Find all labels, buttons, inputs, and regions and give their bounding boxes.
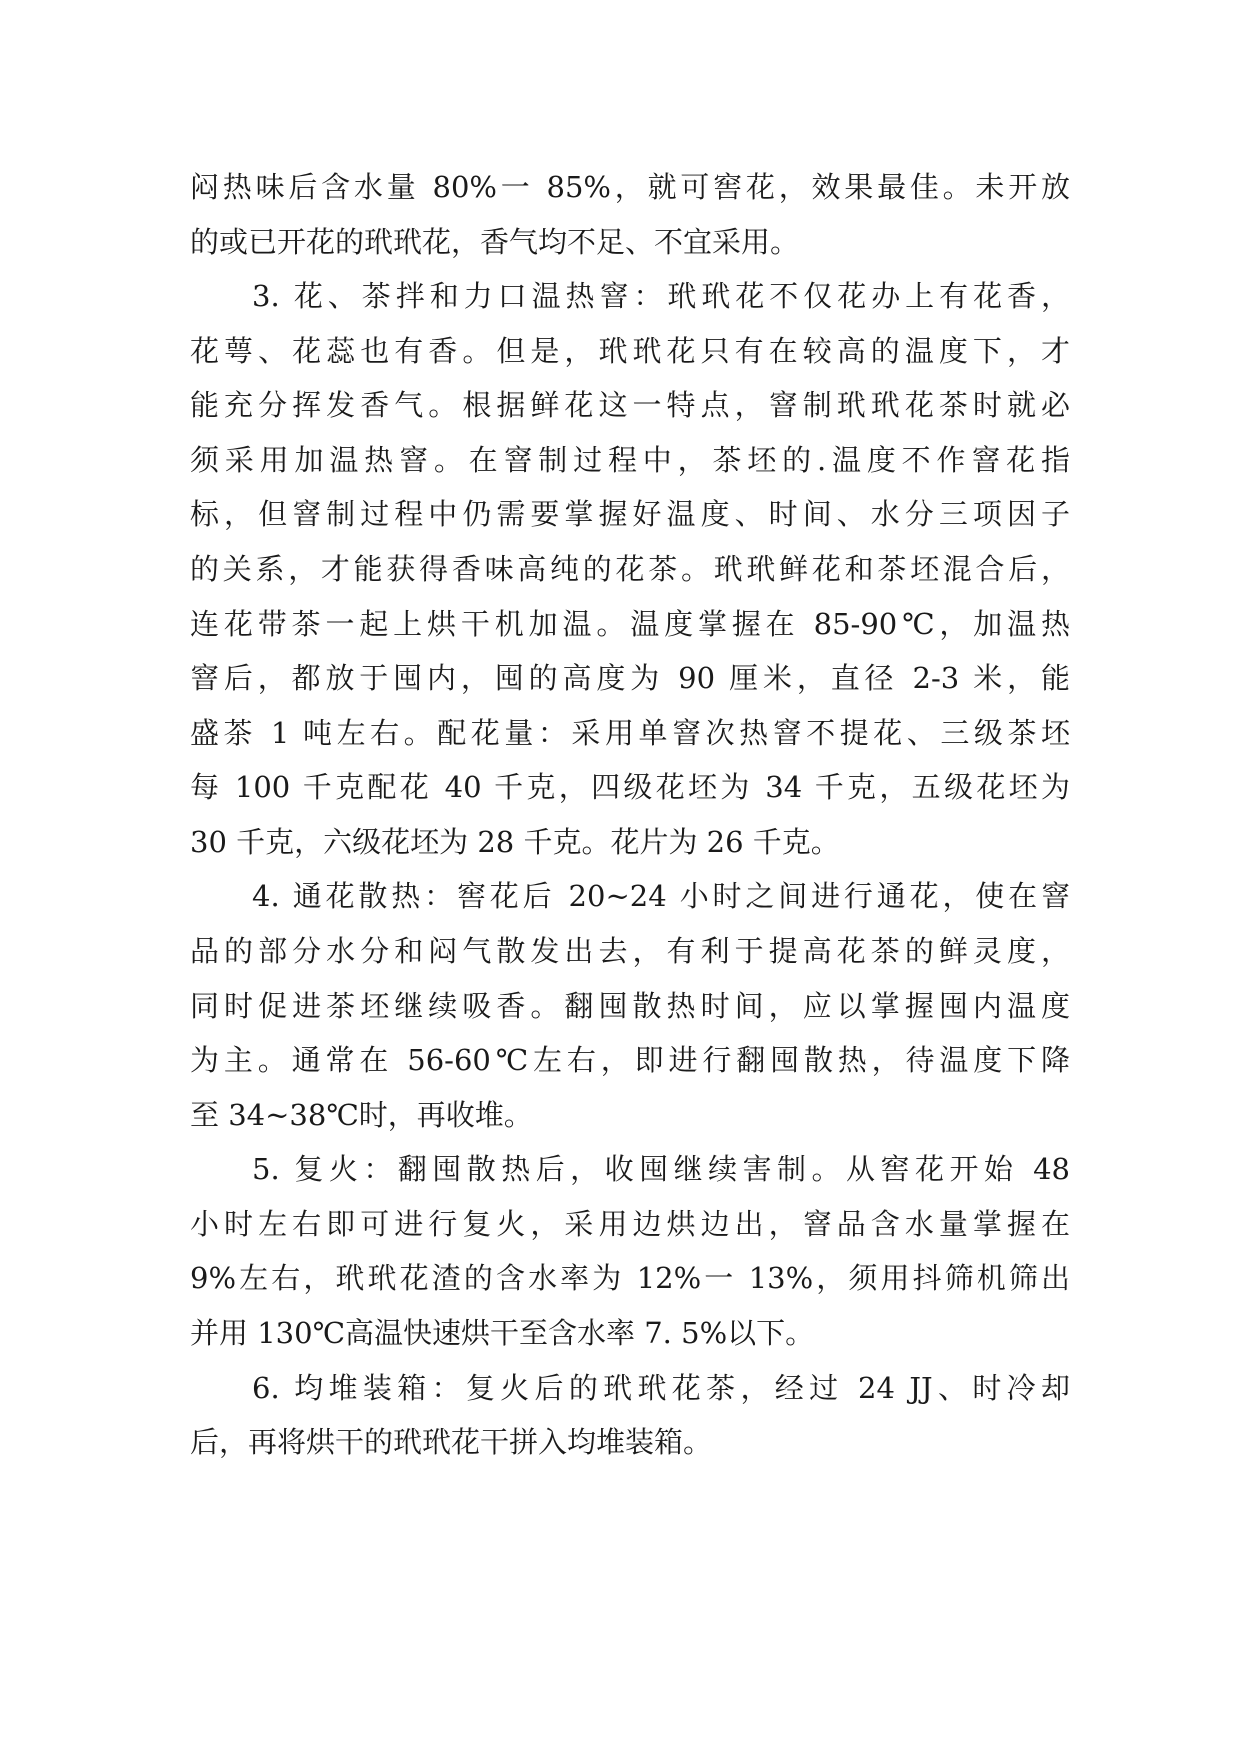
text-line: 标，但窨制过程中仍需要掌握好温度、时间、水分三项因子 (190, 497, 1070, 531)
paragraph-start-line: 5. 复火：翻囤散热后，收囤继续害制。从窖花开始 48 (252, 1152, 1070, 1186)
paragraph-start-line: 4. 通花散热：窖花后 20~24 小时之间进行通花，使在窨 (252, 879, 1070, 913)
text-line: 后，再将烘干的玳玳花干拼入均堆装箱。 (190, 1425, 713, 1459)
text-line: 每 100 千克配花 40 千克，四级花坯为 34 千克，五级花坯为 (190, 770, 1070, 804)
text-line: 小时左右即可进行复火，采用边烘边出，窨品含水量掌握在 (190, 1207, 1070, 1241)
text-line: 的关系，才能获得香味高纯的花茶。玳玳鲜花和茶坯混合后， (190, 552, 1070, 586)
text-line: 同时促进茶坯继续吸香。翻囤散热时间，应以掌握囤内温度 (190, 989, 1070, 1023)
text-line: 窨后，都放于囤内，囤的高度为 90 厘米，直径 2-3 米，能 (190, 661, 1070, 695)
text-line: 的或已开花的玳玳花，香气均不足、不宜采用。 (190, 225, 800, 259)
text-line: 连花带茶一起上烘干机加温。温度掌握在 85-90℃，加温热 (190, 607, 1070, 641)
text-line: 须采用加温热窨。在窨制过程中，茶坯的.温度不作窨花指 (190, 443, 1070, 477)
paragraph-start-line: 6. 均堆装箱：复火后的玳玳花茶，经过 24 JJ、时冷却 (252, 1371, 1070, 1405)
text-line: 品的部分水分和闷气散发出去，有利于提高花茶的鲜灵度， (190, 934, 1070, 968)
text-line: 并用 130℃高温快速烘干至含水率 7. 5%以下。 (190, 1316, 815, 1350)
text-line: 30 千克，六级花坯为 28 千克。花片为 26 千克。 (190, 825, 840, 859)
text-line: 盛茶 1 吨左右。配花量：采用单窨次热窨不提花、三级茶坯 (190, 716, 1070, 750)
paragraph-start-line: 3. 花、茶拌和力口温热窨：玳玳花不仅花办上有花香， (252, 279, 1070, 313)
text-line: 花萼、花蕊也有香。但是，玳玳花只有在较高的温度下，才 (190, 334, 1070, 368)
text-line: 为主。通常在 56-60℃左右，即进行翻囤散热，待温度下降 (190, 1043, 1070, 1077)
text-line: 闷热味后含水量 80%一 85%，就可窖花，效果最佳。未开放 (190, 170, 1070, 204)
text-line: 9%左右，玳玳花渣的含水率为 12%一 13%，须用抖筛机筛出 (190, 1261, 1070, 1295)
text-line: 能充分挥发香气。根据鲜花这一特点，窨制玳玳花茶时就必 (190, 388, 1070, 422)
text-line: 至 34~38℃时，再收堆。 (190, 1098, 533, 1132)
